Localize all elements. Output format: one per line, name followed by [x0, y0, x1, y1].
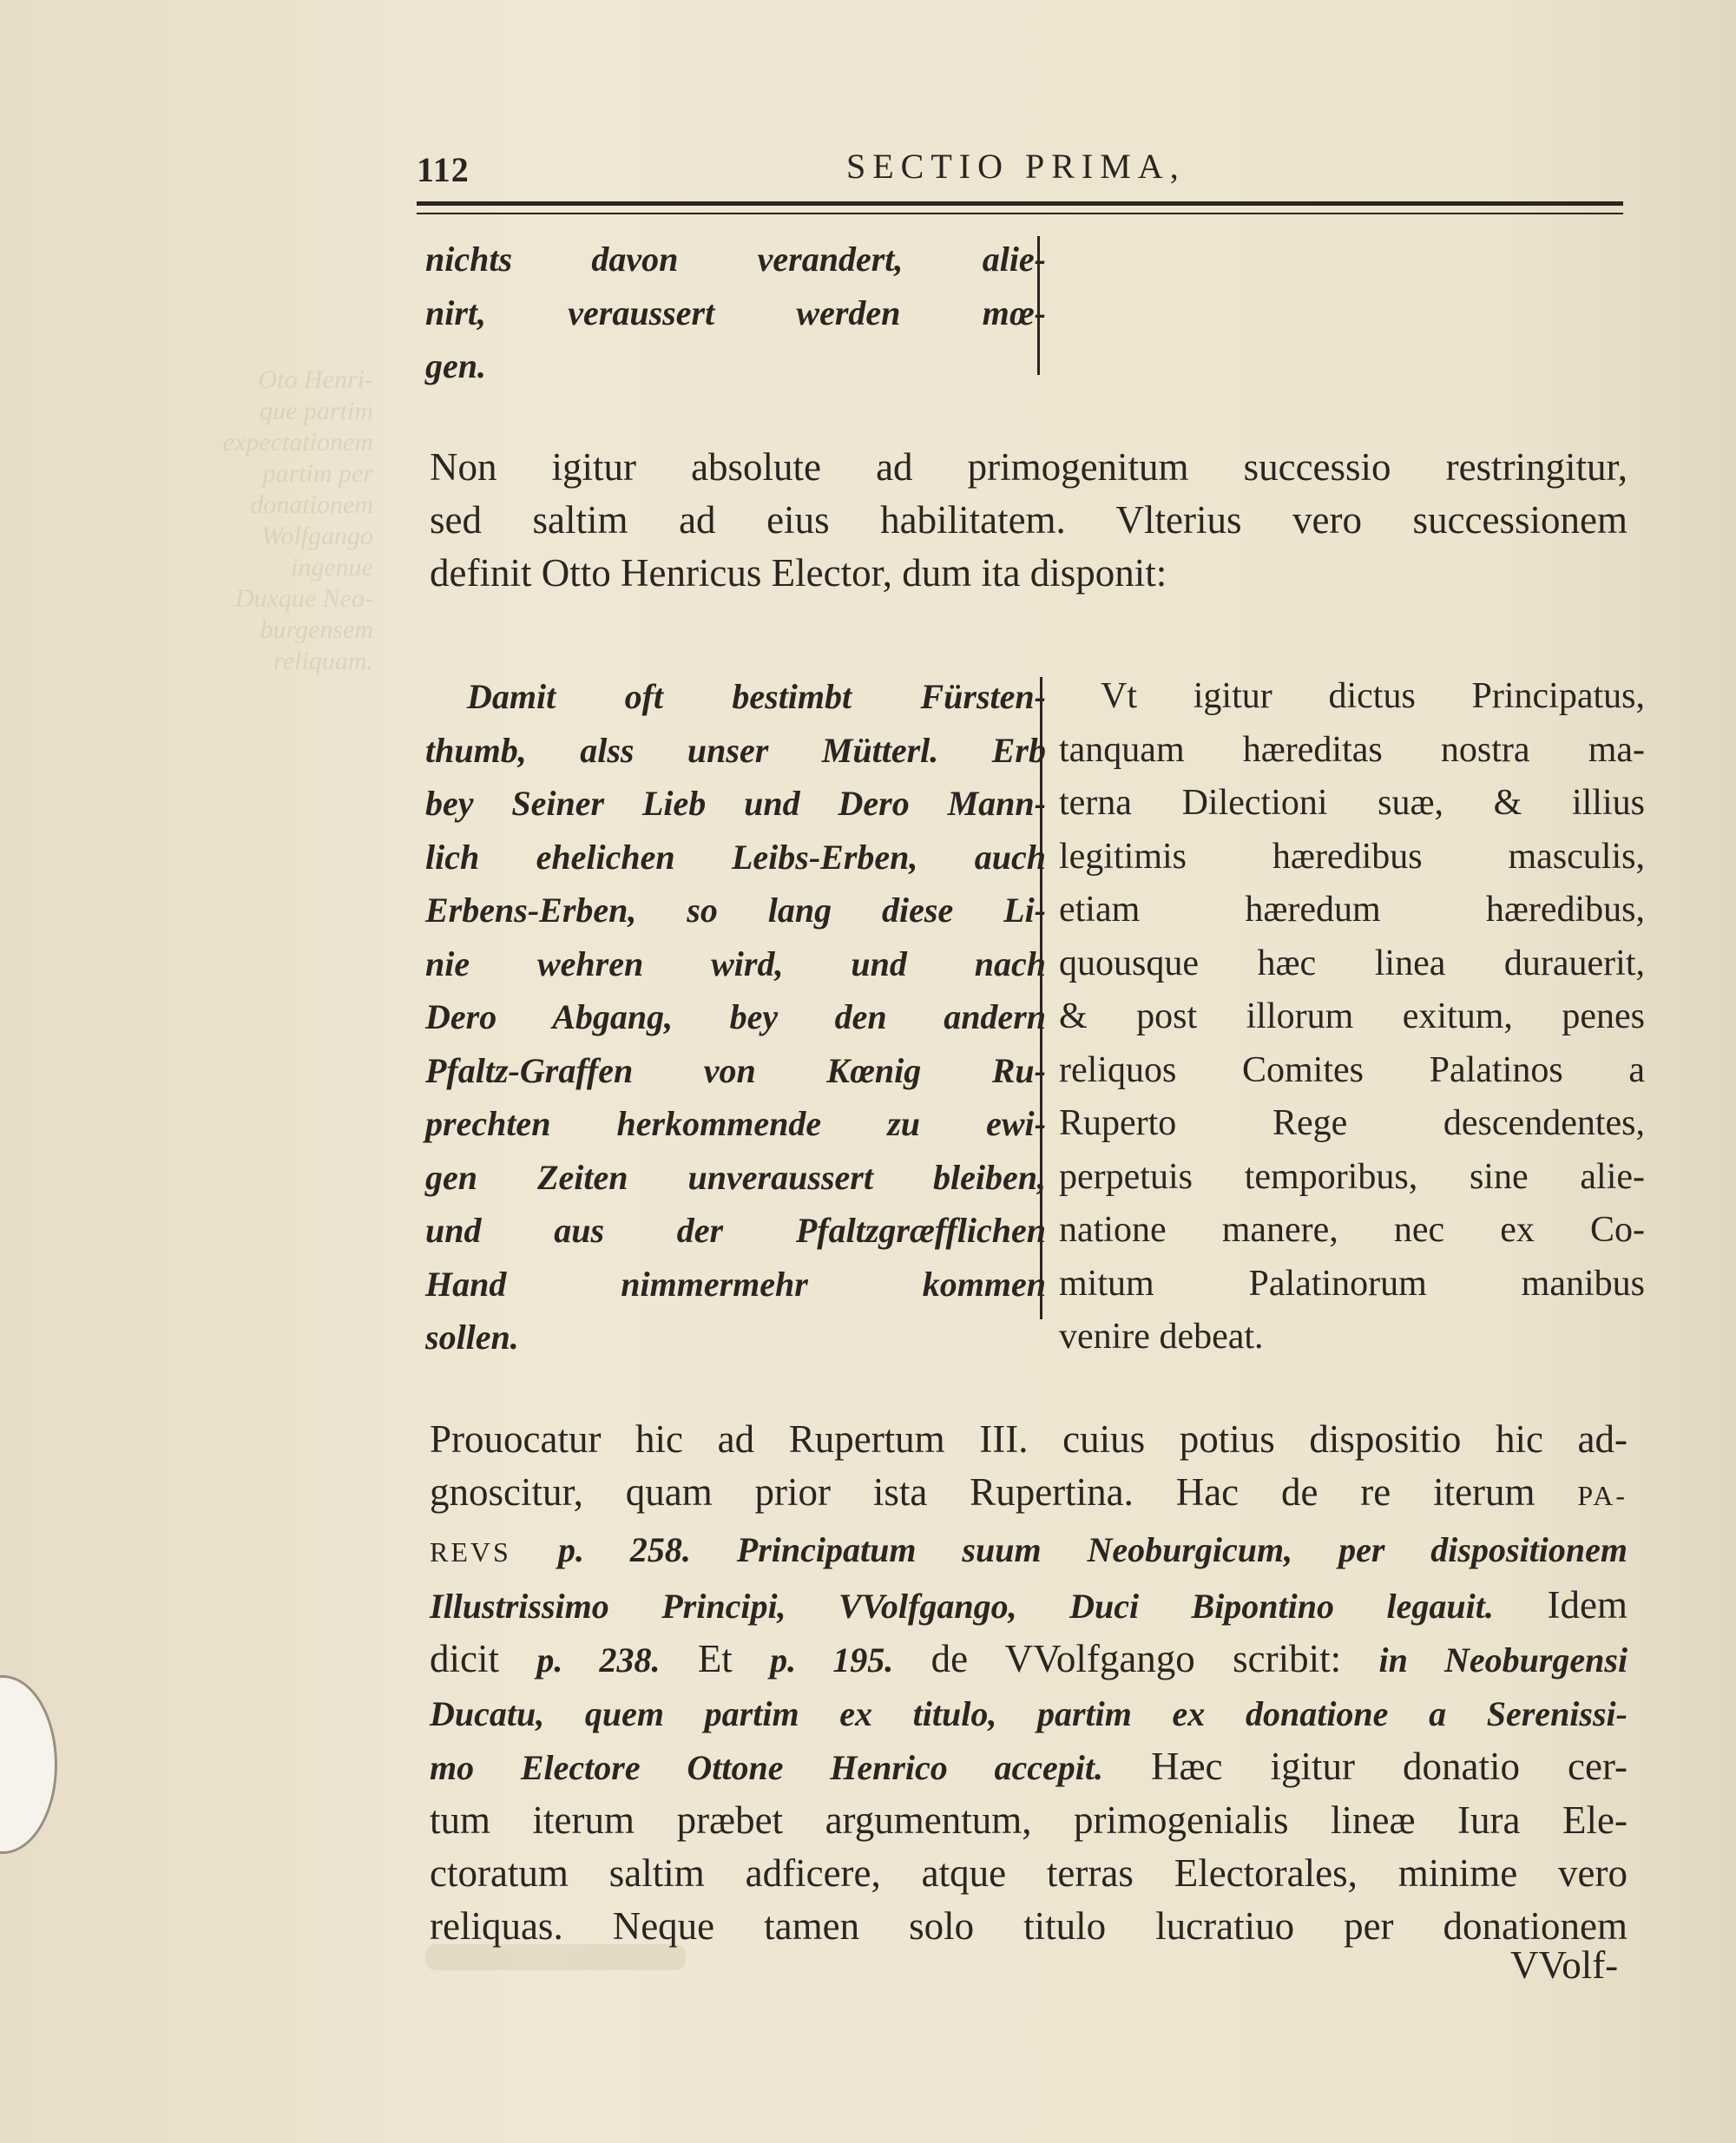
paragraph-1: Non igitur absolute ad primogenitum successio restringitur, sed saltim ad eius habilitatem. Vlterius vero successionem definit Otto Henricus Elector, dum ita disponit:: [430, 445, 1628, 595]
catchword: VVolf-: [1510, 1943, 1619, 1987]
running-title: SECTIO PRIMA,: [846, 147, 1186, 186]
column-divider: [1037, 236, 1040, 375]
page-hole: [0, 1675, 57, 1854]
paragraph-2: Prouocatur hic ad Rupertum III. cuius potius dispositio hic ad- gnoscitur, quam prior ista Rupertina. Hac de re iterum PA- REVS p. 258. Principatum suum Neoburgicum, per dispositionem Illustrissimo Principi, VVolfgango, Duci Bipontino legauit. Idem dicit p. 238. Et p. 195. de VVolfgango scribit: in Neoburgensi Ducatu, quem partim ex titulo, partim ex donatione a Serenissi- mo Electore Ottone Henrico accepit. Hæc igitur donatio cer- tum iterum præbet argumentum, primogenialis lineæ Iura Ele- ctoratum saltim adficere, atque terras Electorales, minime vero reliquas. Neque tamen solo titulo lucratiuo per donationem: [430, 1417, 1628, 1948]
header-rule: [417, 201, 1623, 214]
german-quote-continued: nichts davon verandert, alie- nirt, veraussert werden mœ- gen.: [425, 240, 1046, 385]
column-divider: [1040, 677, 1042, 1319]
page-number: 112: [417, 150, 470, 189]
latin-translation: Vt igitur dictus Principatus, tanquam hæreditas nostra ma- terna Dilectioni suæ, & illius legitimis hæredibus masculis, etiam hæredum hæredibus, quousque hæc linea durauerit, & post illorum exitum, penes reliquos Comites Palatinos a Ruperto Rege descendentes, perpetuis temporibus, sine alie- natione manere, nec ex Co- mitum Palatinorum manibus venire debeat.: [1059, 676, 1645, 1357]
german-quote: Damit oft bestimbt Fürsten- thumb, alss unser Mütterl. Erb bey Seiner Lieb und Dero Mann- lich ehelichen Leibs-Erben, auch Erbens-Erben, so lang diese Li- nie wehren wird, und nach Dero Abgang, bey den andern Pfaltz-Graffen von Kœnig Ru- prechten herkommende zu ewi- gen Zeiten unveraussert bleiben, und aus der Pfaltzgræfflichen Hand nimmermehr kommen sollen.: [425, 677, 1046, 1357]
bleed-through-text: Oto Henri- que partim expectationem partim per donationem Wolfgango ingenue Duxque Neo- burgensem reliquam.: [222, 365, 373, 675]
page-header: [417, 139, 1623, 191]
